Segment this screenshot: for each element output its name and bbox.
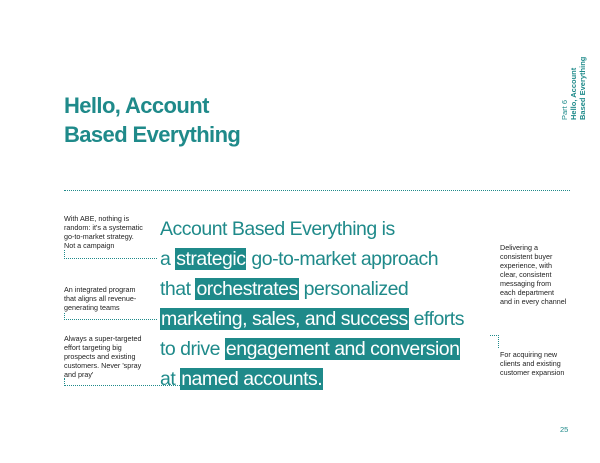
section-divider — [64, 190, 570, 191]
statement-line-4 — [160, 304, 500, 334]
statement-text: a — [160, 248, 176, 270]
side-title-line-2: Based Everything — [578, 56, 587, 120]
statement-text: efforts — [408, 308, 464, 330]
statement-text: that — [160, 278, 196, 300]
statement-line-5 — [160, 334, 500, 364]
right-note-2 — [500, 350, 564, 377]
note-line: effort targeting big — [64, 343, 122, 352]
note-line: For acquiring new — [500, 350, 558, 359]
note-connector — [64, 313, 157, 320]
statement-line-3 — [160, 274, 500, 304]
note-line: random: it's a systematic — [64, 223, 143, 232]
note-line: clients and existing — [500, 359, 561, 368]
left-note-2 — [64, 285, 136, 312]
statement-text: go-to-market approach — [246, 248, 439, 270]
note-line: clear, consistent — [500, 270, 552, 279]
left-note-3 — [64, 334, 142, 379]
left-note-1 — [64, 214, 143, 250]
note-line: that aligns all revenue- — [64, 294, 137, 303]
note-line: prospects and existing — [64, 352, 136, 361]
page-title-line-1: Hello, Account — [64, 93, 209, 118]
note-line: experience, with — [500, 261, 552, 270]
statement-line-6 — [160, 364, 500, 394]
statement-line-2 — [160, 244, 500, 274]
note-line: generating teams — [64, 303, 120, 312]
statement-text: Account Based Everything is — [160, 218, 395, 240]
side-title-line-1: Hello, Account — [569, 67, 578, 120]
note-line: consistent buyer — [500, 252, 553, 261]
statement-text: to drive — [160, 338, 225, 360]
statement-text: personalized — [298, 278, 409, 300]
note-line: customer expansion — [500, 368, 565, 377]
page-title — [64, 91, 404, 149]
statement-highlight: marketing, sales, and success — [161, 308, 408, 330]
side-section-label — [560, 57, 587, 120]
side-part-number: Part 6 — [560, 99, 569, 120]
note-line: and pray' — [64, 370, 94, 379]
page-title-line-2: Based Everything — [64, 122, 241, 147]
statement-highlight: strategic — [176, 248, 246, 270]
note-line: and in every channel — [500, 297, 567, 306]
statement-block — [160, 214, 500, 394]
note-line: messaging from — [500, 279, 552, 288]
statement-line-1 — [160, 214, 500, 244]
note-line: An integrated program — [64, 285, 136, 294]
page-number: 25 — [560, 425, 569, 434]
note-line: Not a campaign — [64, 241, 115, 250]
note-line: each department — [500, 288, 554, 297]
right-note-1 — [500, 243, 566, 306]
note-line: customers. Never 'spray — [64, 361, 142, 370]
note-line: go-to-market strategy. — [64, 232, 134, 241]
note-line: With ABE, nothing is — [64, 214, 130, 223]
note-connector — [64, 250, 157, 259]
note-line: Delivering a — [500, 243, 538, 252]
statement-highlight: orchestrates — [196, 278, 298, 300]
statement-highlight: engagement and conversion — [225, 338, 460, 360]
statement-highlight: named accounts. — [181, 368, 323, 390]
note-line: Always a super-targeted — [64, 334, 142, 343]
statement-text: at — [160, 368, 181, 390]
